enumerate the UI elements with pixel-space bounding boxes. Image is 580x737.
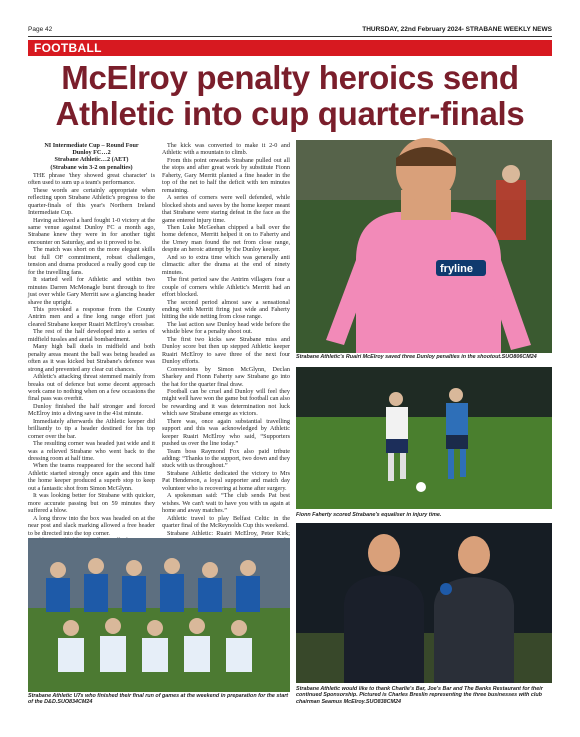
shirt-sponsor: fryline [440, 263, 474, 275]
paragraph: Football can be cruel and Dunloy will feel they might well have won the game but football can also be rewarding and it was determination not luck which saw Strabane emerge as victors. [162, 387, 291, 418]
column-1-body [28, 172, 155, 597]
column-2-body [162, 142, 290, 589]
paragraph: Strabane Athletic: Ruairi McElroy, Peter Kirk; [167, 529, 290, 537]
paragraph: The rest of the half developed into a series of midfield tussles and aerial bombardment. [28, 328, 155, 343]
paragraph: Strabane Athletic dedicated the victory to Mrs Pat Henderson, a loyal supporter and match day volunteer who is recovering at home after surgery. [162, 469, 290, 492]
paragraph: When the teams reappeared for the second half Athletic started strongly once again and this time the home keeper produced a superb stop to keep out a fantastic shot from Simon McGlynn. [28, 462, 155, 492]
paragraph: A spokesman said: “The club sends Pat best wishes. We can't wait to have you with us again at home and away matches.” [162, 492, 290, 515]
paragraph: From this point onwards Strabane pulled out all the stops and after great work by substitute Fionn Faherty, Gary Merritt planted a fine header in the top of the net to half the deficit with ten minutes remaining. [162, 156, 290, 194]
article-column-1 [28, 142, 155, 537]
paragraph: A series of corners were well defended, while blocked shots and saves by the home keeper meant that Strabane were staring defeat in the face as the game entered injury time. [162, 194, 290, 224]
caption-match-action: Fionn Faherty scored Strabane's equaliser in injury time. [296, 512, 442, 518]
paragraph: The first two kicks saw Strabane miss and Dunloy score but then up stepped Athletic keeper Ruairi McElroy to save three of the next four Dunloy efforts. [162, 335, 290, 366]
paragraph: The kick was converted to make it 2-0 and Athletic with a mountain to climb. [162, 142, 290, 157]
match-action-illustration [296, 367, 552, 509]
paragraph: Athletic's attacking threat stemmed mainly from breaks out of defence but some decent approach work came to nothing when on a few occasions the final pass was overhit. [28, 373, 155, 403]
section-bar [28, 40, 552, 56]
section-label: FOOTBALL [34, 41, 102, 55]
photo-u7-team [28, 538, 290, 692]
paragraph: The second period almost saw a sensational ending with Merritt firing just wide and Faherty hitting the side netting from close range. [162, 298, 290, 321]
paragraph: The resulting corner was headed just wide and it was a relieved Strabane who went back to the dressing room at half time. [28, 440, 155, 463]
paragraph: It started well for Athletic and within two minutes Darren McMonagle burst through to fire just over while Gary Merritt saw a glancing header shave the upright. [28, 276, 155, 306]
page-header [28, 26, 552, 36]
paragraph: And so to extra time which was generally anti climactic after the drama at the end of ninety minutes. [162, 253, 290, 276]
sponsorship-illustration [296, 523, 552, 683]
photo-sponsorship [296, 523, 552, 683]
paragraph: The first period saw the Antrim villagers four a couple of corners while Athletic's Merritt had an effort blocked. [162, 276, 290, 299]
match-lead [28, 142, 155, 171]
header-rule [28, 36, 552, 37]
paragraph: This provoked a response from the County Antrim men and a fine long range effort just cleared Strabane keeper Ruairi McElroy's crossbar. [28, 305, 155, 328]
paragraph: The match was short on the more elegant skills but full OF commitment, robust challenges, tension and drama produced a really good cup tie for the travelling fans. [28, 246, 155, 276]
photo-goalkeeper [296, 140, 552, 353]
headline: McElroy penalty heroics send Athletic into cup quarter-finals [55, 59, 525, 132]
paragraph: Immediately afterwards the Athletic keeper did brilliantly to tip a header destined for his top corner over the bar. [28, 417, 155, 440]
caption-u7-team: Strabane Athletic U7s who finished their final run of games at the weekend in preparation for the start of the D&D.SUO834CM24 [28, 693, 289, 706]
paragraph: Many high ball duels in midfield and both penalty areas meant the ball was being headed as often as it was kicked but Strabane's defence was strong and prevented any clear cut chances. [28, 343, 155, 373]
page-number: Page 42 [28, 26, 53, 33]
paragraph: Conversions by Simon McGlynn, Declan Sharkey and Fionn Faherty saw Strabane go into the hat for the quarter final draw. [162, 365, 290, 388]
paragraph: THE phrase 'they showed great character' is often used to sum up a team's performance. [28, 171, 155, 187]
lead-penalties: (Strabane win 3-2 on penalties) [50, 163, 133, 171]
lead-competition: NI Intermediate Cup – Round Four [44, 142, 139, 149]
goalkeeper-illustration [296, 140, 552, 353]
paragraph: There was, once again substantial travelling support and this was acknowledged by Athletic keeper Ruairi McElroy who said, “Supporters pushed us over the line today.” [162, 417, 290, 448]
lead-home: Dunloy FC…2 [72, 149, 111, 157]
paragraph: Dunloy finished the half stronger and forced McElroy into a diving save in the 41st minute. [28, 402, 155, 418]
caption-sponsorship: Strabane Athletic would like to thank Charlie's Bar, Joe's Bar and The Banks Restaurant for their continued Sponsorship. Pictured is Charles Breslin representing the three businesses with club chairman Seamus McElroy.SUO838CM24 [296, 686, 543, 705]
paragraph: Athletic travel to play Belfast Celtic in the quarter final of the McReynolds Cup this weekend. [162, 514, 290, 530]
caption-goalkeeper: Strabane Athletic's Ruairi McElroy saved three Dunloy penalties in the shootout.SUO806CM24 [296, 354, 537, 360]
paragraph: Then Luke McGeehan chipped a ball over the home defence, Merritt helped it on to Faherty and the Urney man found the net from close range, despite an heroic attempt by the Dunloy keeper. [162, 223, 290, 254]
u7-team-illustration [28, 538, 290, 692]
paragraph: Having achieved a hard fought 1-0 victory at the same venue against Dunloy FC a month ago, Strabane knew they were in for another tight encounter on Saturday, and so it proved to be. [28, 216, 155, 246]
paragraph: It was looking better for Strabane with quicker, more accurate passing but on 59 minutes they suffered a blow. [28, 492, 155, 515]
lead-away: Strabane Athletic…2 (AET) [54, 156, 129, 164]
paragraph: These words are certainly appropriate when reflecting upon Strabane Athletic's progress to the quarter-finals of this year's Northern Ireland Intermediate Cup. [28, 186, 155, 217]
paragraph: Team boss Raymond Fox also paid tribute adding: “Thanks to the support, two down and they stuck with us throughout.” [162, 447, 290, 470]
issue-date: THURSDAY, 22nd February 2024- STRABANE WEEKLY NEWS [362, 26, 552, 33]
paragraph: A long throw into the box was headed on at the near post and slack marking allowed a free header to be directed into the top corner. [28, 514, 155, 537]
photo-match-action [296, 367, 552, 509]
paragraph: The last action saw Dunloy head wide before the whistle blew for a penalty shoot out. [162, 320, 290, 336]
